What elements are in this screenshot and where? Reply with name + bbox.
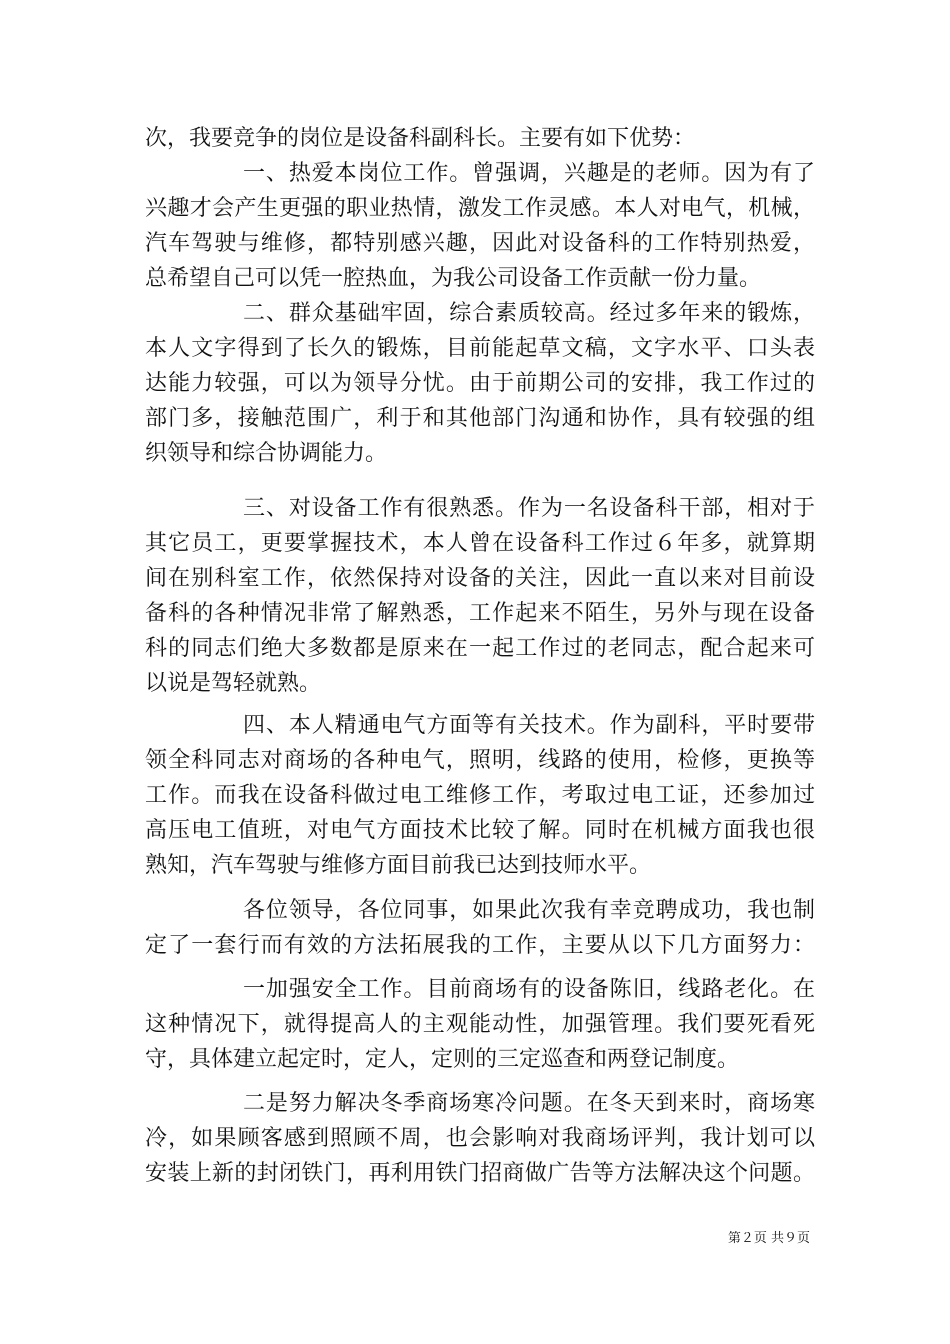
text-line: 冷，如果顾客感到照顾不周，也会影响对我商场评判，我计划可以 [145, 1126, 815, 1151]
text-line: 二、群众基础牢固，综合素质较高。经过多年来的锻炼， [243, 301, 815, 326]
text-line: 各位领导，各位同事，如果此次我有幸竞聘成功，我也制 [243, 898, 815, 923]
text-line: 汽车驾驶与维修，都特别感兴趣，因此对设备科的工作特别热爱， [145, 231, 815, 256]
text-line: 三、对设备工作有很熟悉。作为一名设备科干部，相对于 [243, 496, 815, 521]
text-line: 二是努力解决冬季商场寒冷问题。在冬天到来时，商场寒 [243, 1091, 815, 1116]
text-line: 定了一套行而有效的方法拓展我的工作，主要从以下几方面努力： [145, 933, 815, 958]
text-line: 达能力较强，可以为领导分忧。由于前期公司的安排，我工作过的 [145, 371, 815, 396]
text-line: 本人文字得到了长久的锻炼，目前能起草文稿，文字水平、口头表 [145, 336, 815, 361]
text-line: 领全科同志对商场的各种电气，照明，线路的使用，检修，更换等 [145, 748, 815, 773]
text-line: 高压电工值班，对电气方面技术比较了解。同时在机械方面我也很 [145, 818, 815, 843]
text-line: 一、热爱本岗位工作。曾强调，兴趣是的老师。因为有了 [243, 161, 815, 186]
text-line: 总希望自己可以凭一腔热血，为我公司设备工作贡献一份力量。 [145, 266, 762, 291]
text-line: 其它员工，更要掌握技术，本人曾在设备科工作过６年多，就算期 [145, 531, 815, 556]
text-line: 这种情况下，就得提高人的主观能动性，加强管理。我们要死看死 [145, 1012, 815, 1037]
text-line: 科的同志们绝大多数都是原来在一起工作过的老同志，配合起来可 [145, 636, 815, 661]
text-line: 工作。而我在设备科做过电工维修工作，考取过电工证，还参加过 [145, 783, 815, 808]
text-line: 熟知，汽车驾驶与维修方面目前我已达到技师水平。 [145, 853, 652, 878]
text-line: 四、本人精通电气方面等有关技术。作为副科，平时要带 [243, 713, 815, 738]
text-line: 织领导和综合协调能力。 [145, 441, 388, 466]
text-line: 兴趣才会产生更强的职业热情，激发工作灵感。本人对电气，机械， [145, 196, 815, 221]
text-line: 备科的各种情况非常了解熟悉，工作起来不陌生，另外与现在设备 [145, 601, 815, 626]
text-line: 次，我要竞争的岗位是设备科副科长。主要有如下优势： [145, 126, 696, 151]
text-line: 部门多，接触范围广，利于和其他部门沟通和协作，具有较强的组 [145, 406, 815, 431]
text-line: 安装上新的封闭铁门，再利用铁门招商做广告等方法解决这个问题。 [145, 1161, 815, 1186]
page-number-footer: 第２页 共９页 [727, 1231, 810, 1246]
text-line: 间在别科室工作，依然保持对设备的关注，因此一直以来对目前设 [145, 566, 815, 591]
text-line: 以说是驾轻就熟。 [145, 671, 322, 696]
text-line: 守，具体建立起定时，定人，定则的三定巡查和两登记制度。 [145, 1047, 740, 1072]
text-line: 一加强安全工作。目前商场有的设备陈旧，线路老化。在 [243, 977, 815, 1002]
